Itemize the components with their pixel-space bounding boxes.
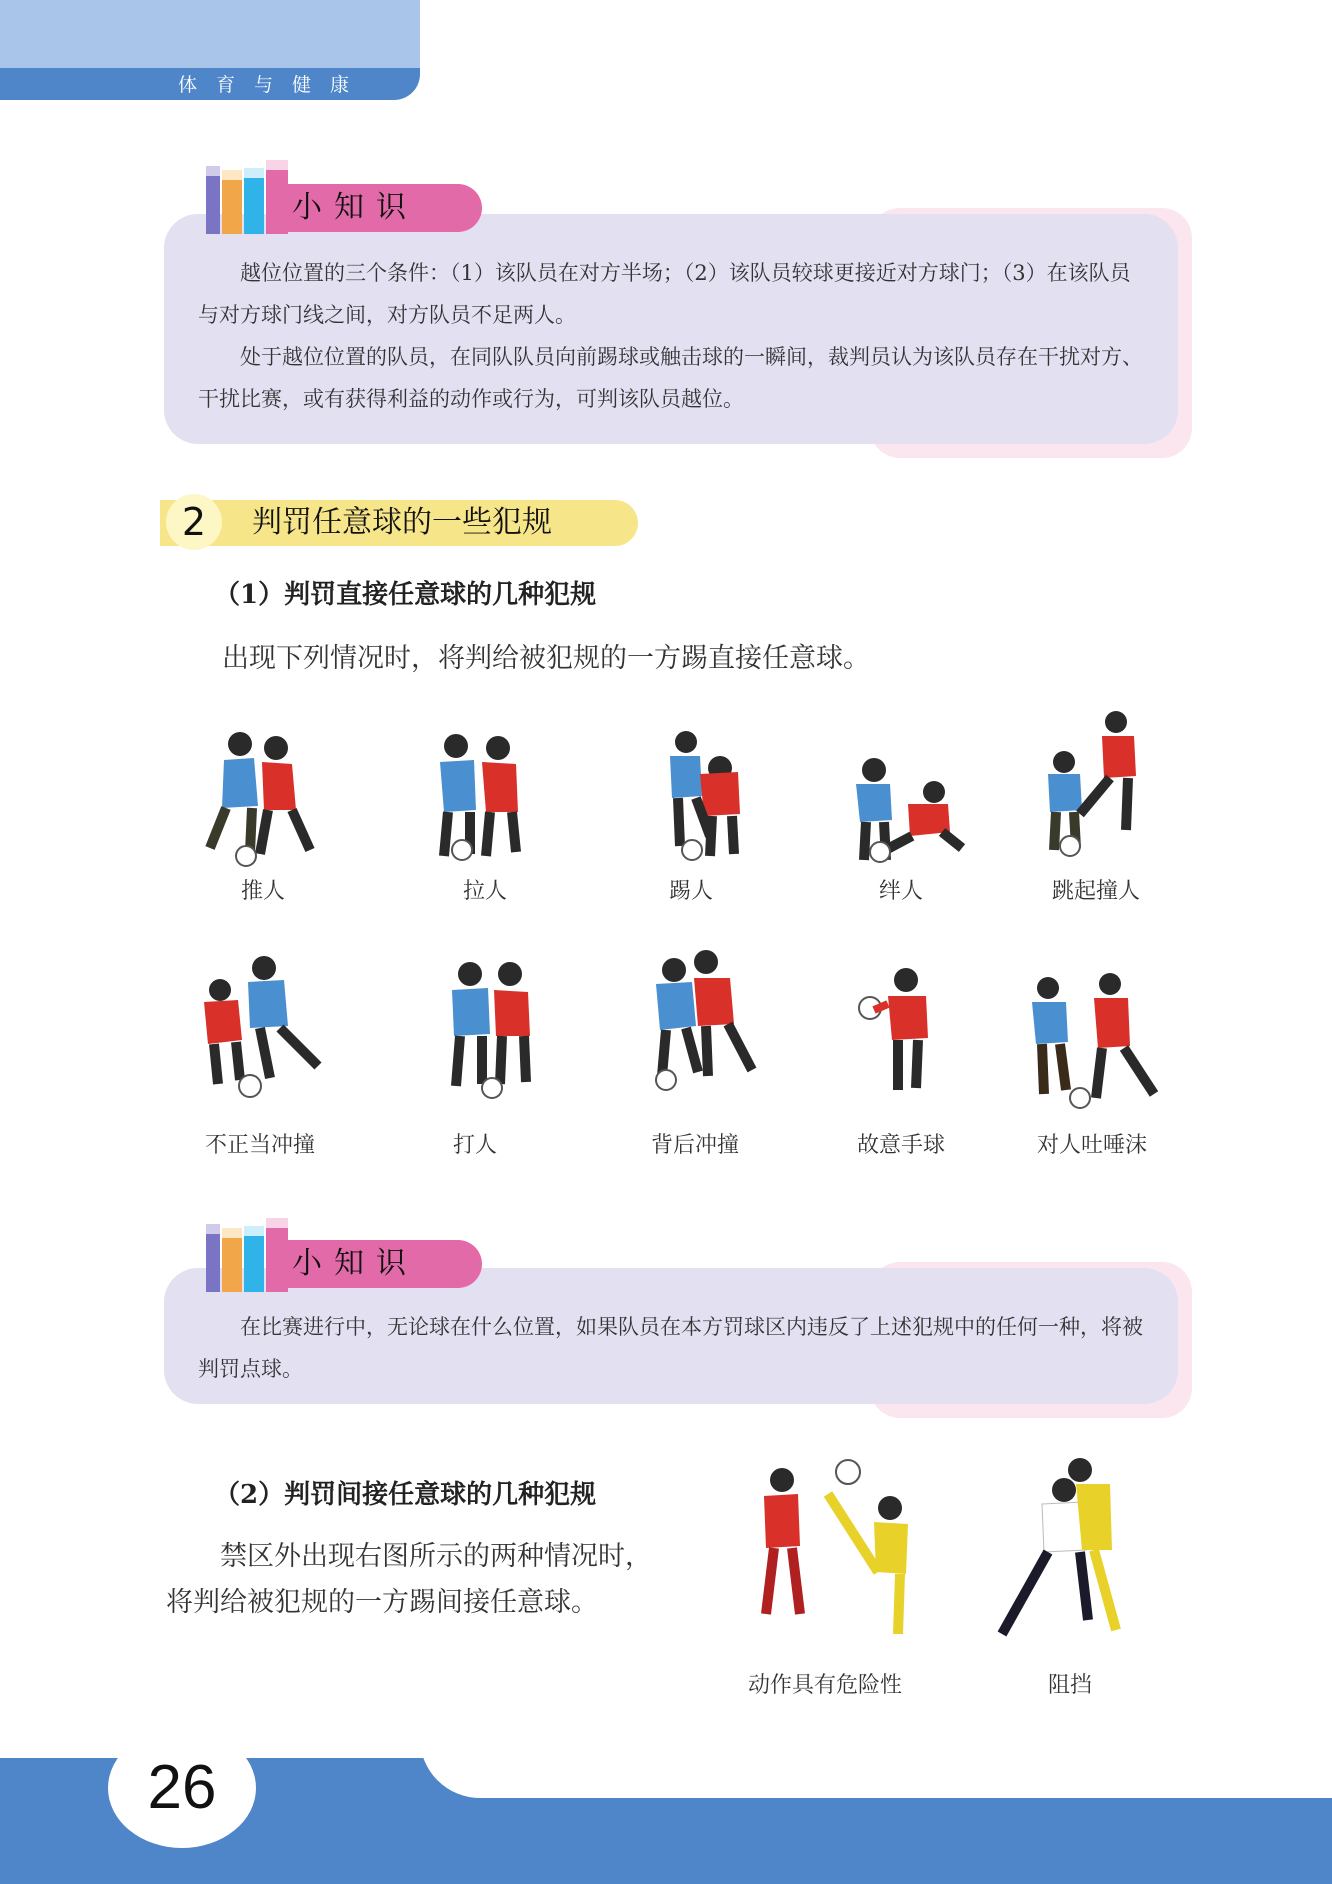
caption: 打人 <box>452 1133 497 1158</box>
figure-charge-from-behind <box>640 950 770 1100</box>
caption: 阻挡 <box>1047 1673 1092 1698</box>
caption: 踢人 <box>668 879 713 904</box>
header-title: 体育与健康 <box>178 74 369 96</box>
indirect-text: 禁区外出现右图所示的两种情况时，将判给被犯规的一方踢间接任意球。 <box>166 1541 652 1618</box>
caption: 推人 <box>240 879 285 904</box>
figure-handball <box>852 966 952 1106</box>
knowledge-paragraph: 处于越位位置的队员，在同队队员向前踢球或触击球的一瞬间，裁判员认为该队员存在干扰对方、干扰比赛，或有获得利益的动作或行为，可判该队员越位。 <box>198 345 1143 411</box>
page-number: 26 <box>147 1753 217 1822</box>
knowledge-paragraph: 越位位置的三个条件：（1）该队员在对方半场；（2）该队员较球更接近对方球门；（3）在该队员与对方球门线之间，对方队员不足两人。 <box>198 261 1131 327</box>
footer-curve <box>420 1700 1332 1798</box>
figure-strike <box>426 958 556 1108</box>
knowledge-tab: 小知识 <box>268 184 482 232</box>
figure-push <box>188 720 338 870</box>
knowledge-text-2 <box>198 1306 1144 1390</box>
figure-dangerous-play <box>730 1454 920 1654</box>
direct-intro: 出现下列情况时，将判给被犯规的一方踢直接任意球。 <box>222 643 870 674</box>
header-band-light <box>0 0 420 70</box>
books-icon <box>204 160 294 238</box>
figure-pull <box>420 726 550 876</box>
figure-kick <box>640 726 760 876</box>
figure-obstruction <box>990 1454 1140 1654</box>
figure-jump-charge <box>1030 710 1160 860</box>
figure-spitting <box>1018 970 1168 1120</box>
section-title: 判罚任意球的一些犯规 <box>252 505 552 540</box>
subheading-indirect: （2）判罚间接任意球的几种犯规 <box>214 1480 597 1510</box>
page-number-badge <box>108 1728 256 1848</box>
section-number: 2 <box>166 494 222 550</box>
books-icon <box>204 1218 294 1296</box>
knowledge-text-1 <box>198 252 1144 420</box>
caption: 动作具有危险性 <box>747 1673 902 1698</box>
caption: 跳起撞人 <box>1051 879 1140 904</box>
knowledge-paragraph: 在比赛进行中，无论球在什么位置，如果队员在本方罚球区内违反了上述犯规中的任何一种，将被判罚点球。 <box>198 1315 1143 1381</box>
figure-trip <box>838 756 968 876</box>
caption: 背后冲撞 <box>650 1133 739 1158</box>
subheading-direct: （1）判罚直接任意球的几种犯规 <box>214 580 597 610</box>
caption: 拉人 <box>462 879 507 904</box>
caption: 不正当冲撞 <box>204 1133 315 1158</box>
caption: 对人吐唾沫 <box>1036 1133 1147 1158</box>
figure-improper-charge <box>190 956 340 1106</box>
knowledge-tab: 小知识 <box>268 1240 482 1288</box>
caption: 绊人 <box>878 879 923 904</box>
caption: 故意手球 <box>856 1133 945 1158</box>
